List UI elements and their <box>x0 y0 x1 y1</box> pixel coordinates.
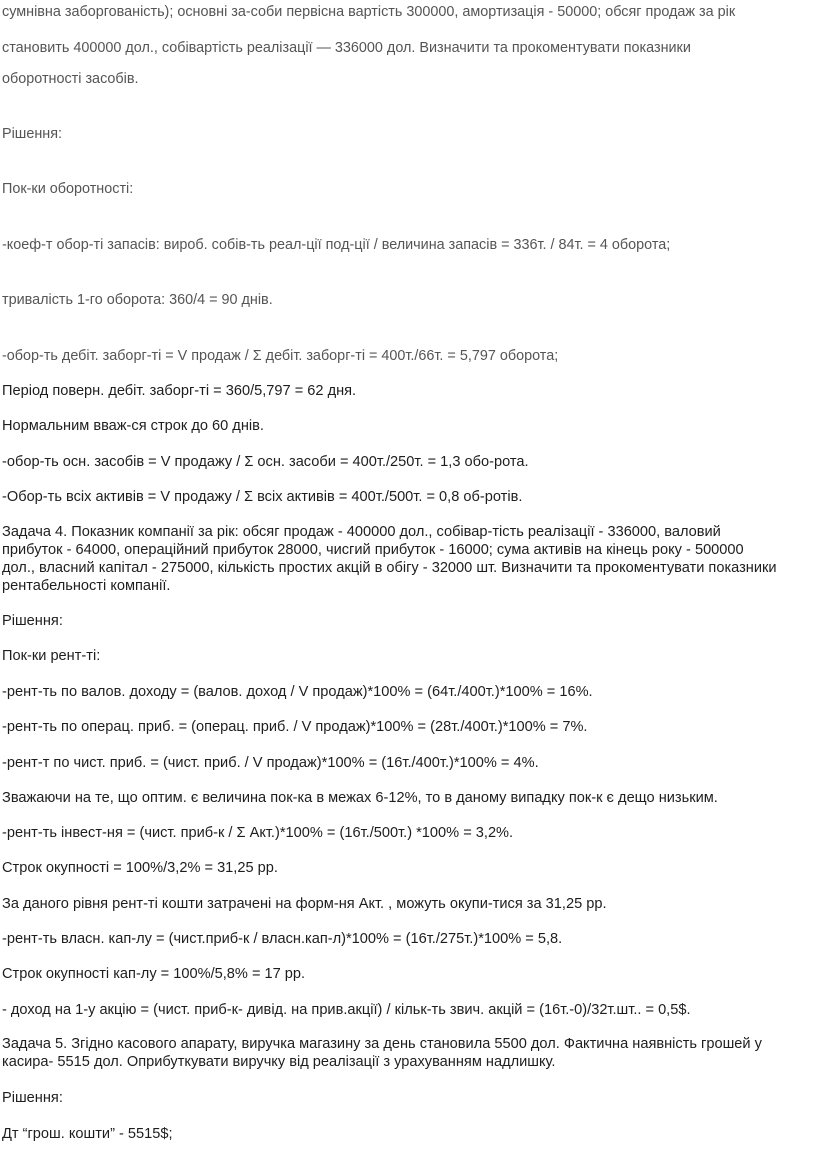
payback-comment-line: За даного рівня рент-ті кошти затрачені на форм-ня Акт. , можуть окупи-тися за 31,25 рр. <box>2 896 607 912</box>
turnover-heading: Пок-ки оборотності: <box>2 181 134 197</box>
accounting-entry-line: Дт “грош. кошти” - 5515$; <box>2 1126 173 1142</box>
task-4-line-3: дол., власний капітал - 275000, кількість простих акцій в обігу - 32000 шт. Визначити та прокоментувати показники <box>2 560 777 576</box>
eps-line: - доход на 1-у акцію = (чист. приб-к- дивід. на прив.акції) / кільк-ть звич. акцій = (16т.-0)/32т.шт.. = 0,5$. <box>2 1002 691 1018</box>
task-4-line-1: Задача 4. Показник компанії за рік: обсяг продаж - 400000 дол., собівар-тість реалізації - 336000, валовий <box>2 524 721 540</box>
roe-line: -рент-ть власн. кап-лу = (чист.приб-к / власн.кап-л)*100% = (16т./275т.)*100% = 5,8. <box>2 931 563 947</box>
inventory-turnover-line: -коеф-т обор-ті запасів: вироб. собів-ть реал-ції под-ції / величина запасів = 336т. / 84т. = 4 оборота; <box>2 237 671 253</box>
solution-label-3: Рішення: <box>2 1090 63 1106</box>
total-assets-turnover-line: -Обор-ть всіх активів = V продажу / Σ всіх активів = 400т./500т. = 0,8 об-ротів. <box>2 489 523 505</box>
task-5-paragraph <box>2 1035 814 1071</box>
profitability-heading: Пок-ки рент-ті: <box>2 648 101 664</box>
task-4-line-4: рентабельності компанії. <box>2 578 171 594</box>
gross-margin-line: -рент-ть по валов. доходу = (валов. доход / V продаж)*100% = (64т./400т.)*100% = 16%. <box>2 684 593 700</box>
roi-line: -рент-ть інвест-ня = (чист. приб-к / Σ Акт.)*100% = (16т./500т.) *100% = 3,2%. <box>2 825 514 841</box>
intro-line-3: оборотності засобів. <box>2 71 139 87</box>
turnover-duration-line: тривалість 1-го оборота: 360/4 = 90 днів. <box>2 292 273 308</box>
intro-line-2: становить 400000 дол., собівартість реалізації — 336000 дол. Визначити та прокоментувати показники <box>2 40 691 56</box>
receivables-turnover-line: -обор-ть дебіт. заборг-ті = V продаж / Σ дебіт. заборг-ті = 400т./66т. = 5,797 оборота; <box>2 348 559 364</box>
task-4-paragraph <box>2 523 814 595</box>
receivables-period-line: Період поверн. дебіт. заборг-ті = 360/5,797 = 62 дня. <box>2 383 357 399</box>
comment-line: Зважаючи на те, що оптим. є величина пок-ка в межах 6-12%, то в даному випадку пок-к є дещо низьким. <box>2 790 718 806</box>
task-5-line-1: Задача 5. Згідно касового апарату, виручка магазину за день становила 5500 дол. Фактична наявність грошей у <box>2 1036 762 1052</box>
task-4-line-2: прибуток - 64000, операційний прибуток 28000, чисгий прибуток - 16000; сума активів на кінець року - 500000 <box>2 542 744 558</box>
task-5-line-2: касира- 5515 дол. Оприбуткувати виручку від реалізації з урахуванням надлишку. <box>2 1054 556 1070</box>
solution-label-1: Рішення: <box>2 126 63 142</box>
capital-payback-line: Строк окупності кап-лу = 100%/5,8% = 17 рр. <box>2 966 306 982</box>
payback-line: Строк окупності = 100%/3,2% = 31,25 рр. <box>2 860 278 876</box>
normal-term-line: Нормальним вваж-ся строк до 60 днів. <box>2 418 264 434</box>
fixed-assets-turnover-line: -обор-ть осн. засобів = V продажу / Σ осн. засоби = 400т./250т. = 1,3 обо-рота. <box>2 454 529 470</box>
solution-label-2: Рішення: <box>2 613 63 629</box>
operating-margin-line: -рент-ть по операц. приб. = (операц. приб. / V продаж)*100% = (28т./400т.)*100% = 7%. <box>2 719 588 735</box>
intro-line-1: сумнівна заборгованість); основні за-соби первісна вартість 300000, амортизація - 50000; обсяг продаж за рік <box>2 4 736 20</box>
net-margin-line: -рент-т по чист. приб. = (чист. приб. / V продаж)*100% = (16т./400т.)*100% = 4%. <box>2 755 539 771</box>
